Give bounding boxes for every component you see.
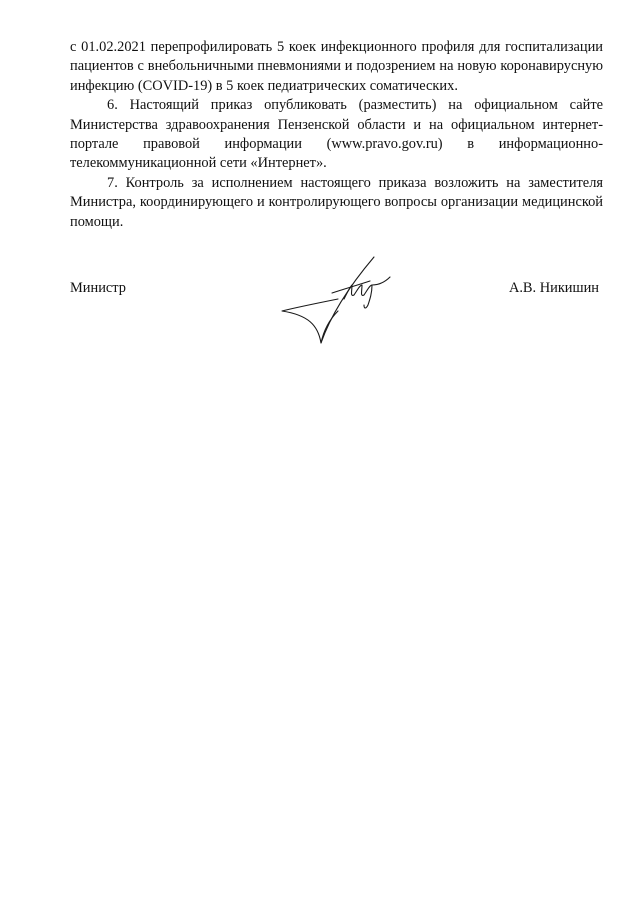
paragraph-continuation: с 01.02.2021 перепрофилировать 5 коек инфекционного профиля для госпитализации пациентов с внебольничными пневмониями и подозрением на новую коронавирусную инфекцию (COVID-19) в 5 коек педиатрических соматических.	[70, 39, 603, 94]
handwritten-signature	[278, 255, 398, 345]
paragraph-6: 6. Настоящий приказ опубликовать (разместить) на официальном сайте Министерства здравоохранения Пензенской области и на официальном интернет-портале правовой информации (www.pravo.gov.ru) в информационно-телекоммуникационной сети «Интернет».	[70, 97, 603, 172]
signatory-name: А.В. Никишин	[508, 280, 599, 296]
document-body	[70, 38, 603, 232]
signatory-title: Министр	[70, 280, 126, 296]
paragraph-7: 7. Контроль за исполнением настоящего приказа возложить на заместителя Министра, координирующего и контролирующего вопросы организации медицинской помощи.	[70, 174, 603, 230]
